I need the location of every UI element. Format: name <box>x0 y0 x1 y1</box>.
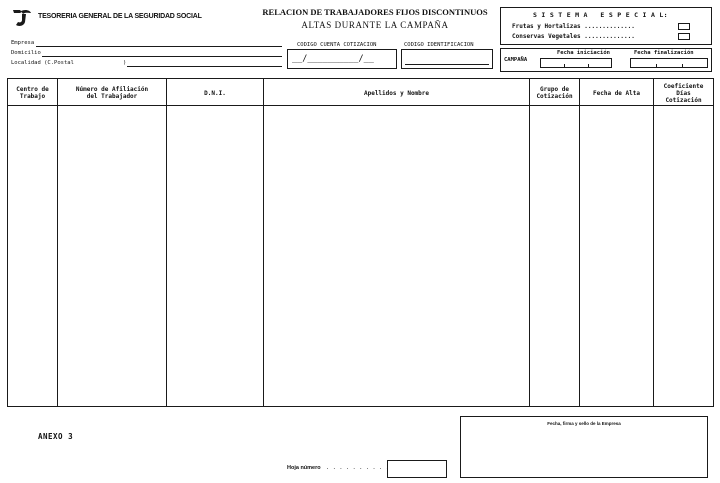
col-header-fecha-alta: Fecha de Alta <box>593 89 640 97</box>
col-divider-6 <box>653 79 654 406</box>
start-date-field[interactable] <box>540 58 612 68</box>
domicilio-label: Domicilio <box>11 50 41 56</box>
col-header-afiliacion: Número de Afiliación del Trabajador <box>75 86 149 100</box>
campana-label: CAMPAÑA <box>504 57 528 63</box>
empresa-label: Empresa <box>11 40 35 46</box>
table-header-line <box>7 105 714 106</box>
conservas-checkbox[interactable] <box>678 33 690 40</box>
conservas-option: Conservas Vegetales .............. <box>512 33 635 40</box>
localidad-label: Localidad (C.Postal <box>11 60 74 66</box>
end-date-divider-2 <box>682 64 683 68</box>
hoja-label: Hoja número <box>287 465 321 471</box>
start-date-divider-1 <box>564 64 565 68</box>
codigo-identificacion-field[interactable] <box>401 49 493 69</box>
localidad-close: ) <box>123 60 127 66</box>
end-date-label: Fecha finalización <box>634 50 694 56</box>
social-security-logo <box>10 8 32 28</box>
col-header-centro: Centro de Trabajo <box>16 86 49 100</box>
empresa-line <box>36 46 282 47</box>
logo-icon <box>10 8 32 28</box>
hoja-dots: . . . . . . . . . . <box>326 465 389 471</box>
institution-name: TESORERIA GENERAL DE LA SEGURIDAD SOCIAL <box>38 13 202 20</box>
col-divider-5 <box>579 79 580 406</box>
end-date-field[interactable] <box>630 58 708 68</box>
signature-label: Fecha, firma y sello de la Empresa <box>547 421 621 426</box>
frutas-option: Frutas y Hortalizas .............. <box>512 23 635 30</box>
cuenta-separators: __/__________/__ <box>292 54 374 64</box>
col-divider-2 <box>166 79 167 406</box>
workers-table <box>7 78 714 407</box>
anexo-label: ANEXO 3 <box>38 432 74 441</box>
form-title: RELACION DE TRABAJADORES FIJOS DISCONTINUOS <box>262 7 488 17</box>
start-date-label: Fecha iniciación <box>557 50 610 56</box>
hoja-number-field[interactable] <box>387 460 447 478</box>
col-header-apellidos: Apellidos y Nombre <box>363 89 430 97</box>
col-divider-4 <box>529 79 530 406</box>
cuenta-label: CODIGO CUENTA COTIZACION <box>297 42 377 48</box>
start-date-divider-2 <box>588 64 589 68</box>
localidad-line <box>127 66 282 67</box>
col-header-coeficiente: Coeficiente Días Cotización <box>663 82 704 104</box>
end-date-divider-1 <box>656 64 657 68</box>
identificacion-line <box>405 64 489 65</box>
domicilio-line <box>42 56 282 57</box>
frutas-checkbox[interactable] <box>678 23 690 30</box>
identificacion-label: CODIGO IDENTIFICACION <box>404 42 474 48</box>
col-divider-1 <box>57 79 58 406</box>
form-subtitle: ALTAS DURANTE LA CAMPAÑA <box>301 20 449 30</box>
col-header-grupo: Grupo de Cotización <box>536 86 573 100</box>
col-header-dni: D.N.I. <box>204 89 226 97</box>
sistema-title: S I S T E M A E S P E C I A L: <box>533 11 668 19</box>
col-divider-3 <box>263 79 264 406</box>
